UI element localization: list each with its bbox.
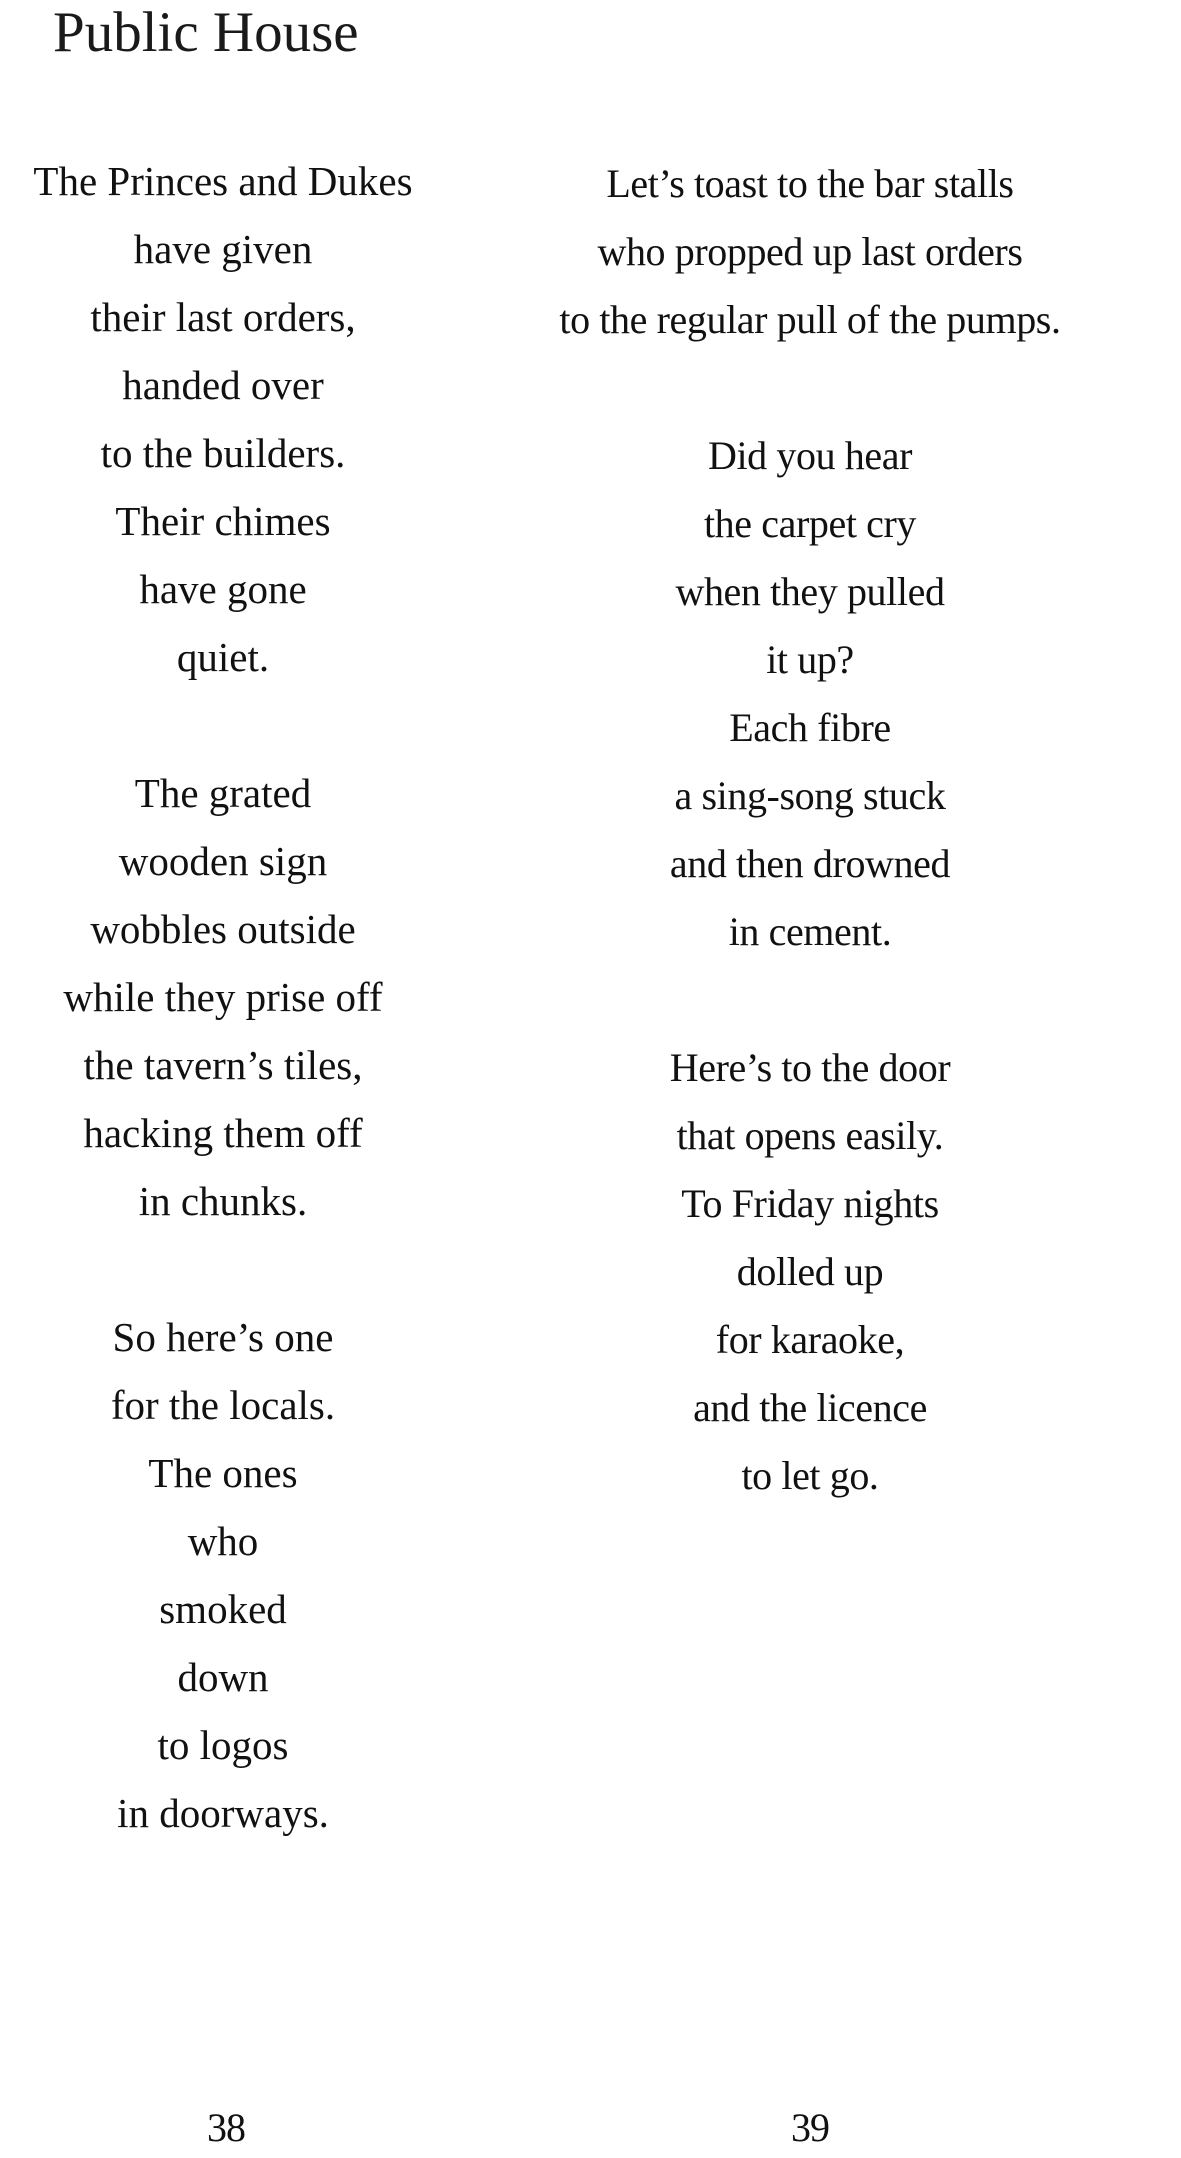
poem-line: Their chimes [115, 498, 331, 544]
stanza [0, 1303, 523, 1847]
poem-line: in chunks. [138, 1178, 308, 1224]
poem-line: Let’s toast to the bar stalls [606, 161, 1014, 206]
poem-title: Public House [53, 1, 359, 64]
poem-line: that opens easily. [676, 1113, 944, 1158]
poem-line: handed over [122, 362, 324, 408]
poem-line: to the builders. [100, 430, 346, 476]
poem-line: while they prise off [63, 974, 383, 1020]
poem-line: their last orders, [90, 294, 356, 340]
poem-line: wooden sign [118, 838, 328, 884]
poem-line: down [177, 1654, 269, 1700]
poem-line: wobbles outside [90, 906, 356, 952]
poem-line: in doorways. [117, 1790, 329, 1836]
page-number-left: 38 [207, 2105, 245, 2150]
poem-line: to the regular pull of the pumps. [559, 297, 1061, 342]
poem-line: and then drowned [669, 841, 951, 886]
poem-line: to logos [157, 1722, 289, 1768]
poem-line: The grated [134, 770, 312, 816]
stanza [510, 1034, 1110, 1510]
poem-line: have gone [139, 566, 307, 612]
poem-line: and the licence [693, 1385, 927, 1430]
right-page-column [510, 150, 1110, 1578]
page-number-right: 39 [791, 2105, 829, 2150]
poem-line: hacking them off [83, 1110, 363, 1156]
poem-line: who [187, 1518, 259, 1564]
poem-line: Here’s to the door [669, 1045, 951, 1090]
poem-line: it up? [766, 637, 854, 682]
poem-line: The ones [148, 1450, 298, 1496]
poem-line: smoked [159, 1586, 287, 1632]
poem-line: the tavern’s tiles, [83, 1042, 363, 1088]
poem-line: in cement. [728, 909, 892, 954]
poem-line: dolled up [736, 1249, 884, 1294]
poem-line: a sing-song stuck [674, 773, 946, 818]
poem-line: To Friday nights [681, 1181, 939, 1226]
poem-line: So here’s one [112, 1314, 334, 1360]
poem-line: Did you hear [707, 433, 913, 478]
poem-line: when they pulled [675, 569, 945, 614]
poem-line: Each fibre [729, 705, 891, 750]
poem-line: the carpet cry [703, 501, 917, 546]
stanza [510, 422, 1110, 966]
stanza [510, 150, 1110, 354]
stanza [0, 759, 523, 1235]
stanza [0, 147, 523, 691]
poem-line: to let go. [741, 1453, 879, 1498]
left-page-column [0, 147, 523, 1915]
poem-line: have given [133, 226, 313, 272]
poem-line: for the locals. [110, 1382, 336, 1428]
poem-line: for karaoke, [715, 1317, 905, 1362]
poem-line: quiet. [176, 634, 270, 680]
poem-line: who propped up last orders [597, 229, 1023, 274]
poem-line: The Princes and Dukes [33, 158, 413, 204]
